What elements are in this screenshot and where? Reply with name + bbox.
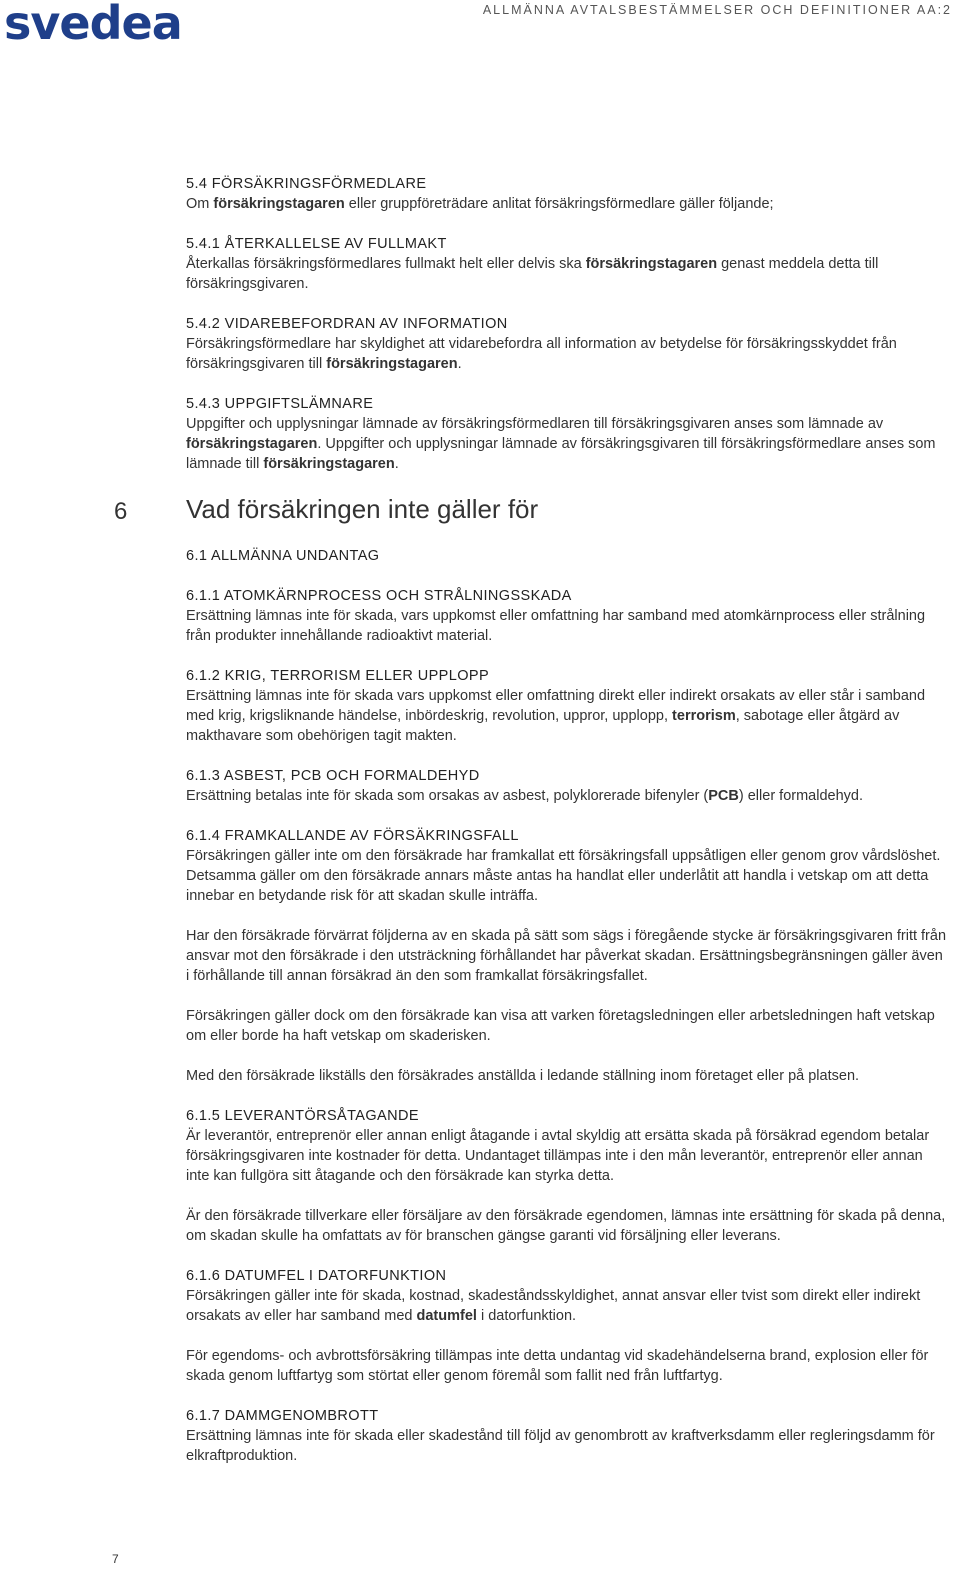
defined-term: försäkringstagaren [326, 356, 458, 372]
section-heading: 6.1.6 DATUMFEL I DATORFUNKTION [186, 1268, 447, 1284]
section [186, 826, 948, 1086]
section-paragraph: Ersättning lämnas inte för skada vars uppkomst eller omfattning direkt eller indirekt orsakats av eller står i samband med krig, krigsliknande händelse, inbördeskrig, revolution, uppror, upplopp, terrorism, sabotage eller åtgärd av makthavare som obehörigen tagit makten. [186, 688, 926, 744]
section [186, 586, 948, 646]
section-paragraph: Försäkringen gäller dock om den försäkrade kan visa att varken företagsledningen eller arbetsledningen haft vetskap om eller borde ha haft vetskap om skaderisken. [186, 1008, 935, 1044]
svedea-logo: svedea [4, 0, 182, 50]
section-heading: 5.4 FÖRSÄKRINGSFÖRMEDLARE [186, 176, 427, 192]
section [186, 314, 948, 374]
section [186, 546, 948, 566]
section-heading: 5.4.1 ÅTERKALLELSE AV FULLMAKT [186, 236, 447, 252]
section-paragraph: Är leverantör, entreprenör eller annan enligt åtagande i avtal skyldig att ersätta skada på försäkrad egendom betalar försäkringsgivaren inte kostnader för detta. Undantaget tillämpas inte i den mån leverantör, entreprenör eller annan inte kan fullgöra sitt åtagande och den försäkrade kan styrka detta. [186, 1128, 930, 1184]
page-number: 7 [112, 1552, 119, 1566]
section-paragraph: För egendoms- och avbrottsförsäkring tillämpas inte detta undantag vid skadehändelserna brand, explosion eller för skada genom luftfartyg som störtat eller genom föremål som fallit ned från luftfartyg. [186, 1348, 929, 1384]
section-heading: 6.1.1 ATOMKÄRNPROCESS OCH STRÅLNINGSSKADA [186, 588, 572, 604]
section-heading: 6.1.2 KRIG, TERRORISM ELLER UPPLOPP [186, 668, 490, 684]
defined-term: PCB [708, 788, 739, 804]
section-paragraph: Ersättning betalas inte för skada som orsakas av asbest, polyklorerade bifenyler (PCB) eller formaldehyd. [186, 788, 863, 804]
document-content [114, 174, 948, 1486]
section [186, 174, 948, 214]
defined-term: försäkringstagaren [585, 256, 718, 272]
chapter-number: 6 [114, 498, 128, 525]
section-paragraph: Med den försäkrade likställs den försäkrades anställda i ledande ställning inom företaget eller på platsen. [186, 1068, 860, 1084]
section-heading: 5.4.2 VIDAREBEFORDRAN AV INFORMATION [186, 316, 508, 332]
section-heading: 6.1.7 DAMMGENOMBROTT [186, 1408, 379, 1424]
section-paragraph: Har den försäkrade förvärrat följderna av en skada på sätt som sägs i föregående stycke är försäkringsgivaren fritt från ansvar mot den försäkrade i den utsträckning förhållandet har påverkat skadan. Ersättningsbegränsningen gäller även i förhållande till annan försäkrad än den som framkallat försäkringsfallet. [186, 928, 947, 984]
section-paragraph: Försäkringen gäller inte om den försäkrade har framkallat ett försäkringsfall uppsåtligen eller genom grov vårdslöshet. Detsamma gäller om den försäkrade annars måste antas ha handlat eller underlåtit att handla i vetskap om att detta innebar en betydande risk för att skadan skulle inträffa. [186, 848, 941, 904]
document-header-title: ALLMÄNNA AVTALSBESTÄMMELSER OCH DEFINITIONER AA:2 [482, 3, 952, 17]
section-paragraph: Försäkringen gäller inte för skada, kostnad, skadeståndsskyldighet, annat ansvar eller tvist som direkt eller indirekt orsakats av eller har samband med datumfel i datorfunktion. [186, 1288, 921, 1324]
section [186, 1266, 948, 1386]
chapter-heading [114, 494, 948, 534]
section-paragraph: Ersättning lämnas inte för skada, vars uppkomst eller omfattning har samband med atomkärnprocess eller strålning från produkter innehållande radioaktivt material. [186, 608, 926, 644]
defined-term: försäkringstagaren [263, 456, 395, 472]
section-heading: 6.1.4 FRAMKALLANDE AV FÖRSÄKRINGSFALL [186, 828, 519, 844]
section [186, 234, 948, 294]
chapter-title: Vad försäkringen inte gäller för [186, 494, 539, 524]
section-list-chapter-6 [186, 546, 948, 1466]
defined-term: försäkringstagaren [186, 436, 318, 452]
section [186, 666, 948, 746]
section-heading: 6.1.3 ASBEST, PCB OCH FORMALDEHYD [186, 768, 480, 784]
section-paragraph: Om försäkringstagaren eller gruppföreträdare anlitat försäkringsförmedlare gäller följande; [186, 196, 774, 212]
section-paragraph: Ersättning lämnas inte för skada eller skadestånd till följd av genombrott av kraftverksdamm eller regleringsdamm för elkraftproduktion. [186, 1428, 935, 1464]
section-paragraph: Återkallas försäkringsförmedlares fullmakt helt eller delvis ska försäkringstagaren genast meddela detta till försäkringsgivaren. [186, 256, 879, 292]
defined-term: datumfel [416, 1308, 477, 1324]
section [186, 766, 948, 806]
section-heading: 6.1.5 LEVERANTÖRSÅTAGANDE [186, 1108, 419, 1124]
section [186, 394, 948, 474]
section-heading: 6.1 ALLMÄNNA UNDANTAG [186, 548, 380, 564]
defined-term: försäkringstagaren [213, 196, 345, 212]
section-list-chapter-5 [186, 174, 948, 474]
section-paragraph: Uppgifter och upplysningar lämnade av försäkringsförmedlaren till försäkringsgivaren anses som lämnade av försäkringstagaren. Uppgifter och upplysningar lämnade av försäkringsgivaren till försäkringsförmedlare anses som lämnade till försäkringstagaren. [186, 416, 936, 472]
section-paragraph: Försäkringsförmedlare har skyldighet att vidarebefordra all information av betydelse för försäkringsskyddet från försäkringsgivaren till försäkringstagaren. [186, 336, 897, 372]
section [186, 1106, 948, 1246]
section [186, 1406, 948, 1466]
section-heading: 5.4.3 UPPGIFTSLÄMNARE [186, 396, 374, 412]
section-paragraph: Är den försäkrade tillverkare eller försäljare av den försäkrade egendomen, lämnas inte ersättning för skada på denna, om skadan skulle ha omfattats av för branschen gängse garanti vid försäljning eller leverans. [186, 1208, 946, 1244]
defined-term: terrorism [672, 708, 736, 724]
